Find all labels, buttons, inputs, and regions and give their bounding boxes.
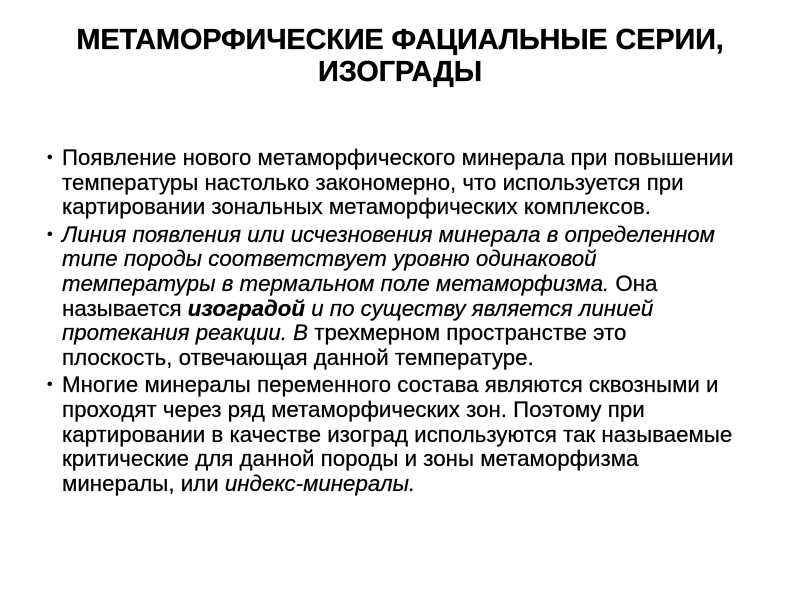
- text-run: Линия появления или исчезновения минерала в определенном типе породы соответствует уровню одинаковой температуры в термальном поле метаморфизма.: [62, 221, 715, 296]
- text-run: Появление нового метаморфического минерала при повышении температуры настолько закономерно, что используется при картировании зональных метаморфических комплексов.: [62, 145, 734, 220]
- bullet-list: [46, 146, 738, 499]
- text-run: Она называется: [62, 270, 658, 321]
- bullet-marker: •: [47, 376, 53, 394]
- bullet-item: [46, 373, 738, 496]
- bullet-item: [46, 146, 738, 220]
- text-run: изоградой: [187, 295, 306, 321]
- bullet-marker: •: [47, 149, 53, 166]
- bullet-marker: •: [47, 225, 53, 243]
- text-run: трехмерном пространстве это плоскость, отвечающая данной температуре.: [62, 320, 627, 370]
- slide-title: МЕТАМОРФИЧЕСКИЕ ФАЦИАЛЬНЫЕ СЕРИИ, ИЗОГРАДЫ: [76, 24, 724, 88]
- text-run: и по существу является линией протекания реакции. В: [62, 295, 654, 346]
- text-run: Многие минералы переменного состава являются сквозными и проходят через ряд метаморфических зон. Поэтому при картировании в качестве изоград используются так называемые критические для данной породы и зоны метаморфизма минералы, или: [62, 372, 733, 496]
- text-run: индекс-минералы.: [224, 470, 416, 496]
- bullet-item: [46, 223, 738, 371]
